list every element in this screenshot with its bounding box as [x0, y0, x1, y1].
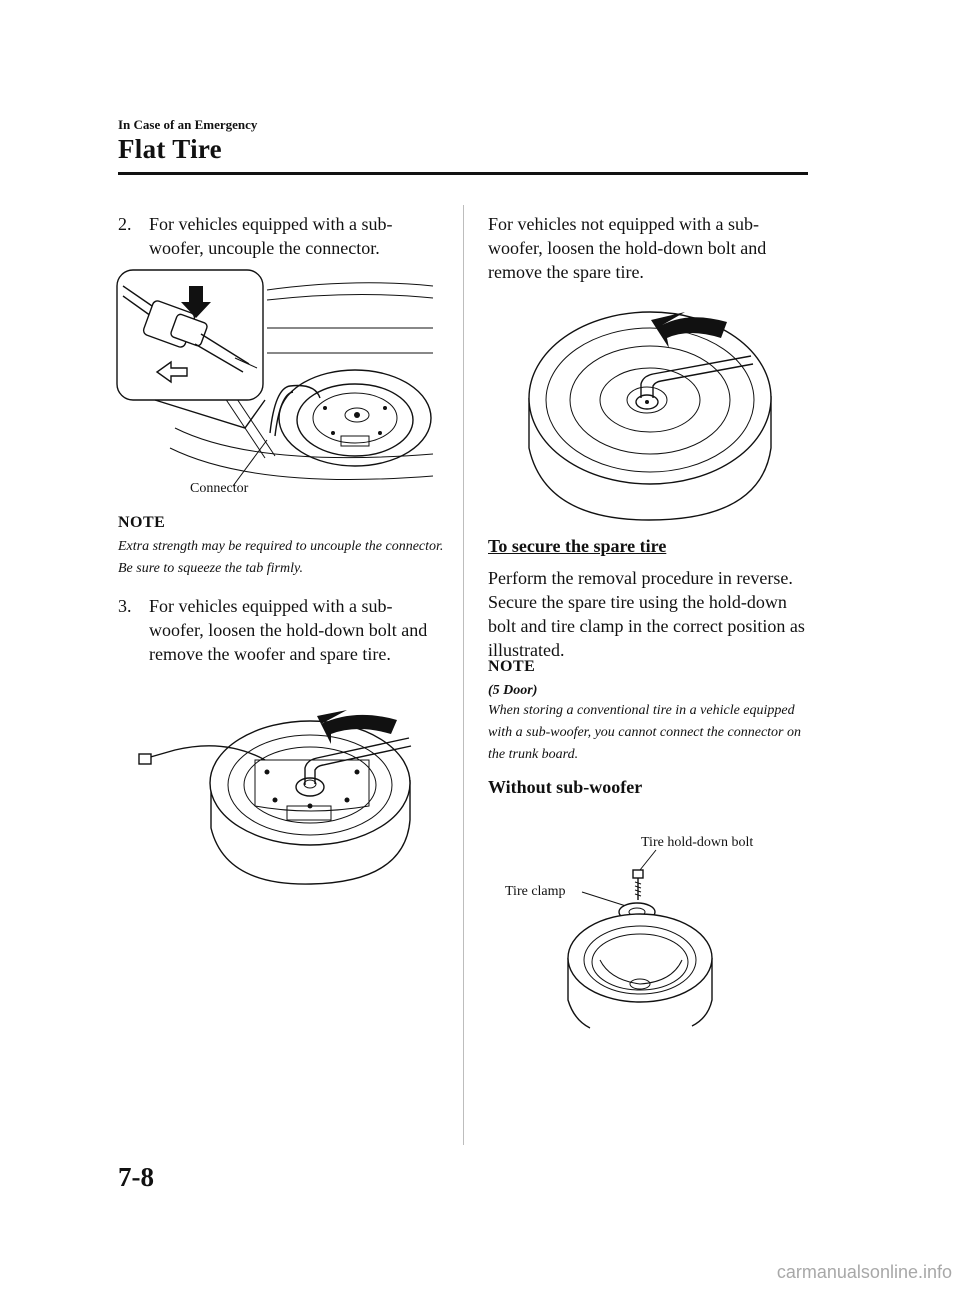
- connector-figure: [115, 268, 435, 500]
- watermark: carmanualsonline.info: [776, 1262, 952, 1282]
- note-2-heading: NOTE: [488, 658, 536, 675]
- step-2-text: For vehicles equipped with a sub-woofer, uncouple the connector.: [149, 214, 393, 258]
- note-2-text: When storing a conventional tire in a vehicle equipped with a sub-woofer, you cannot connect the connector on the trunk board.: [488, 703, 801, 762]
- note-2-subheading: (5 Door): [488, 683, 538, 698]
- title-rule: [118, 172, 808, 175]
- step-2: [118, 212, 440, 260]
- page-title: Flat Tire: [118, 134, 222, 164]
- page-number: 7-8: [118, 1162, 154, 1192]
- step-3: [118, 594, 440, 666]
- woofer-tire-figure: [135, 688, 425, 888]
- secure-heading: To secure the spare tire: [488, 536, 667, 556]
- section-label: In Case of an Emergency: [118, 117, 258, 132]
- without-subwoofer-heading: Without sub-woofer: [488, 777, 643, 797]
- connector-callout: Connector: [190, 481, 249, 496]
- clamp-callout: Tire clamp: [505, 884, 566, 899]
- step-3-text: For vehicles equipped with a sub-woofer, loosen the hold-down bolt and remove the woofer and spare tire.: [149, 596, 428, 664]
- clamp-bolt-figure: [560, 850, 730, 1030]
- step-3-number: 3.: [118, 596, 132, 616]
- note-1-heading: NOTE: [118, 514, 166, 531]
- right-intro-text: For vehicles not equipped with a sub-woofer, loosen the hold-down bolt and remove the spare tire.: [488, 214, 767, 282]
- secure-text: Perform the removal procedure in reverse. Secure the spare tire using the hold-down bolt and tire clamp in the correct position as illustrated.: [488, 568, 805, 660]
- column-divider: [463, 205, 464, 1145]
- spare-tire-figure: [525, 308, 775, 523]
- step-2-number: 2.: [118, 214, 132, 234]
- note-1-text: Extra strength may be required to uncouple the connector. Be sure to squeeze the tab firmly.: [118, 539, 444, 576]
- bolt-callout: Tire hold-down bolt: [641, 835, 754, 850]
